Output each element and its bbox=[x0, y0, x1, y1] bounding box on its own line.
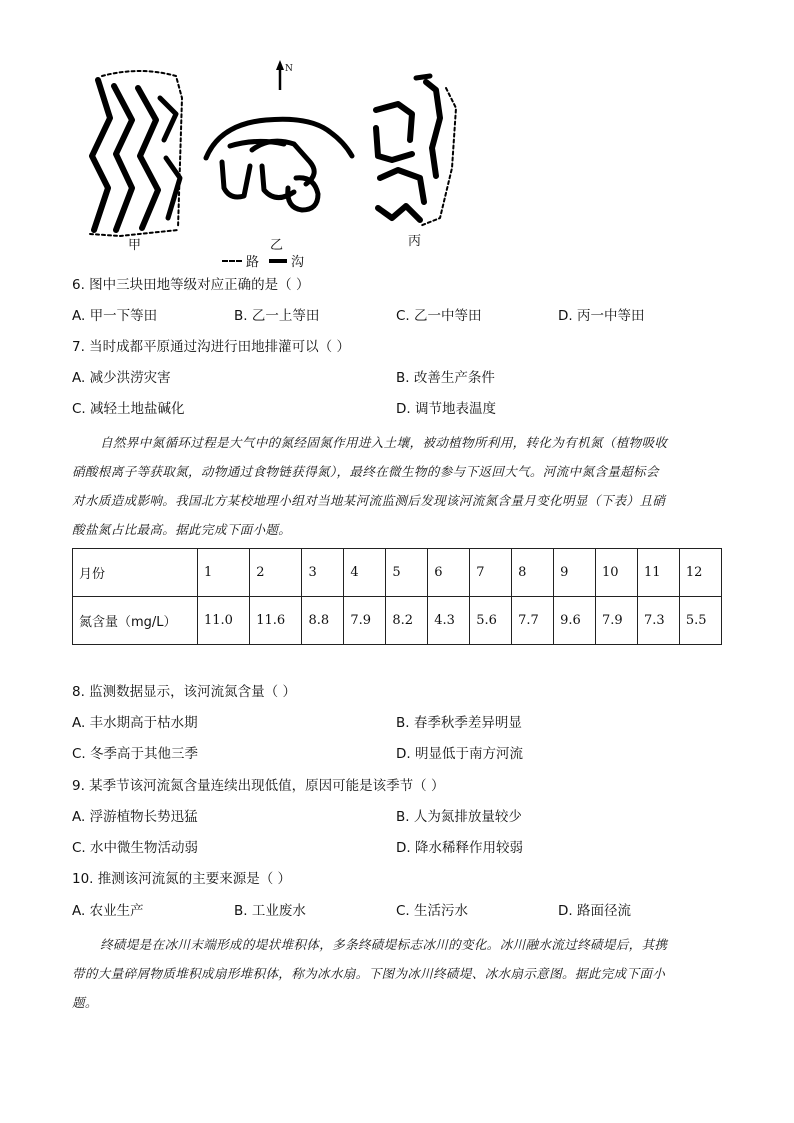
table-cell-value: 7.7 bbox=[512, 597, 554, 645]
table-cell-month: 5 bbox=[386, 549, 428, 597]
map-legend bbox=[222, 251, 304, 270]
q7-option-a[interactable]: A. 减少洪涝灾害 bbox=[72, 370, 171, 386]
q6-stem: 6. 图中三块田地等级对应正确的是（ ） bbox=[72, 277, 310, 293]
field-bing-shape bbox=[376, 76, 456, 226]
q7-option-c[interactable]: C. 减轻土地盐碱化 bbox=[72, 401, 185, 417]
table-cell-month: 8 bbox=[512, 549, 554, 597]
q7-option-b[interactable]: B. 改善生产条件 bbox=[396, 370, 495, 386]
table-cell-value: 8.8 bbox=[302, 597, 344, 645]
table-cell-value: 7.3 bbox=[637, 597, 679, 645]
q8-option-c[interactable]: C. 冬季高于其他三季 bbox=[72, 746, 199, 762]
ditch-symbol-icon bbox=[269, 259, 287, 263]
q10-option-c[interactable]: C. 生活污水 bbox=[396, 903, 469, 919]
table-cell-value: 5.5 bbox=[679, 597, 721, 645]
table-cell-value: 5.6 bbox=[470, 597, 512, 645]
table-cell-month: 3 bbox=[302, 549, 344, 597]
table-cell-value: 7.9 bbox=[596, 597, 638, 645]
table-cell-month: 4 bbox=[344, 549, 386, 597]
legend-road-label: 路 bbox=[246, 255, 260, 270]
table-cell-month: 10 bbox=[596, 549, 638, 597]
q8-option-b[interactable]: B. 春季秋季差异明显 bbox=[396, 715, 522, 731]
q6-option-a[interactable]: A. 甲一下等田 bbox=[72, 308, 158, 324]
q9-option-d[interactable]: D. 降水稀释作用较弱 bbox=[396, 840, 523, 856]
q9-option-b[interactable]: B. 人为氮排放量较少 bbox=[396, 809, 522, 825]
field-jia-shape bbox=[90, 71, 182, 236]
table-header-nitrogen: 氮含量（mg/L） bbox=[73, 597, 198, 645]
passage-nitrogen-line-1: 自然界中氮循环过程是大气中的氮经固氮作用进入土壤，被动植物所利用，转化为有机氮（植物吸收 bbox=[100, 435, 668, 450]
field-yi-shape bbox=[206, 119, 352, 210]
passage-nitrogen-line-4: 酸盐氮占比最高。据此完成下面小题。 bbox=[72, 522, 292, 537]
q8-stem: 8. 监测数据显示，该河流氮含量（ ） bbox=[72, 684, 296, 700]
north-arrow-icon bbox=[276, 60, 284, 90]
passage-nitrogen-line-3: 对水质造成影响。我国北方某校地理小组对当地某河流监测后发现该河流氮含量月变化明显（下表）且硝 bbox=[72, 493, 666, 508]
table-row-months bbox=[73, 549, 722, 597]
passage-moraine-line-1: 终碛堤是在冰川末端形成的堤状堆积体，多条终碛堤标志冰川的变化。冰川融水流过终碛堤后，其携 bbox=[100, 937, 668, 952]
label-bing: 丙 bbox=[408, 234, 422, 249]
table-cell-month: 2 bbox=[250, 549, 302, 597]
q8-option-d[interactable]: D. 明显低于南方河流 bbox=[396, 746, 523, 762]
q10-option-b[interactable]: B. 工业废水 bbox=[234, 903, 306, 919]
table-row-nitrogen bbox=[73, 597, 722, 645]
nitrogen-table bbox=[72, 548, 722, 645]
table-cell-value: 4.3 bbox=[428, 597, 470, 645]
table-cell-month: 9 bbox=[554, 549, 596, 597]
q9-option-c[interactable]: C. 水中微生物活动弱 bbox=[72, 840, 199, 856]
table-cell-month: 11 bbox=[637, 549, 679, 597]
passage-moraine-line-3: 题。 bbox=[72, 995, 98, 1010]
road-symbol-icon bbox=[222, 260, 242, 262]
passage-nitrogen bbox=[72, 428, 722, 544]
table-cell-month: 1 bbox=[198, 549, 250, 597]
table-cell-month: 12 bbox=[679, 549, 721, 597]
q10-option-a[interactable]: A. 农业生产 bbox=[72, 903, 144, 919]
table-cell-value: 8.2 bbox=[386, 597, 428, 645]
q7-stem: 7. 当时成都平原通过沟进行田地排灌可以（ ） bbox=[72, 339, 350, 355]
q9-option-a[interactable]: A. 浮游植物长势迅猛 bbox=[72, 809, 198, 825]
passage-moraine bbox=[72, 930, 722, 1017]
table-header-month: 月份 bbox=[73, 549, 198, 597]
q6-option-b[interactable]: B. 乙一上等田 bbox=[234, 308, 320, 324]
field-map-figure bbox=[80, 58, 460, 273]
north-label: N bbox=[285, 64, 293, 74]
q7-option-d[interactable]: D. 调节地表温度 bbox=[396, 401, 496, 417]
q9-stem: 9. 某季节该河流氮含量连续出现低值，原因可能是该季节（ ） bbox=[72, 778, 445, 794]
table-cell-value: 9.6 bbox=[554, 597, 596, 645]
legend-ditch-label: 沟 bbox=[291, 255, 305, 270]
table-cell-month: 6 bbox=[428, 549, 470, 597]
q10-option-d[interactable]: D. 路面径流 bbox=[558, 903, 631, 919]
q6-option-d[interactable]: D. 丙一中等田 bbox=[558, 308, 645, 324]
q8-option-a[interactable]: A. 丰水期高于枯水期 bbox=[72, 715, 198, 731]
passage-nitrogen-line-2: 硝酸根离子等获取氮，动物通过食物链获得氮），最终在微生物的参与下返回大气。河流中氮含量超标会 bbox=[72, 464, 659, 479]
table-cell-value: 11.6 bbox=[250, 597, 302, 645]
label-yi: 乙 bbox=[270, 238, 284, 253]
label-jia: 甲 bbox=[128, 238, 142, 253]
table-cell-value: 11.0 bbox=[198, 597, 250, 645]
q10-stem: 10. 推测该河流氮的主要来源是（ ） bbox=[72, 871, 292, 887]
table-cell-value: 7.9 bbox=[344, 597, 386, 645]
passage-moraine-line-2: 带的大量碎屑物质堆积成扇形堆积体，称为冰水扇。下图为冰川终碛堤、冰水扇示意图。据此完成下面小 bbox=[72, 966, 666, 981]
q6-option-c[interactable]: C. 乙一中等田 bbox=[396, 308, 482, 324]
table-cell-month: 7 bbox=[470, 549, 512, 597]
